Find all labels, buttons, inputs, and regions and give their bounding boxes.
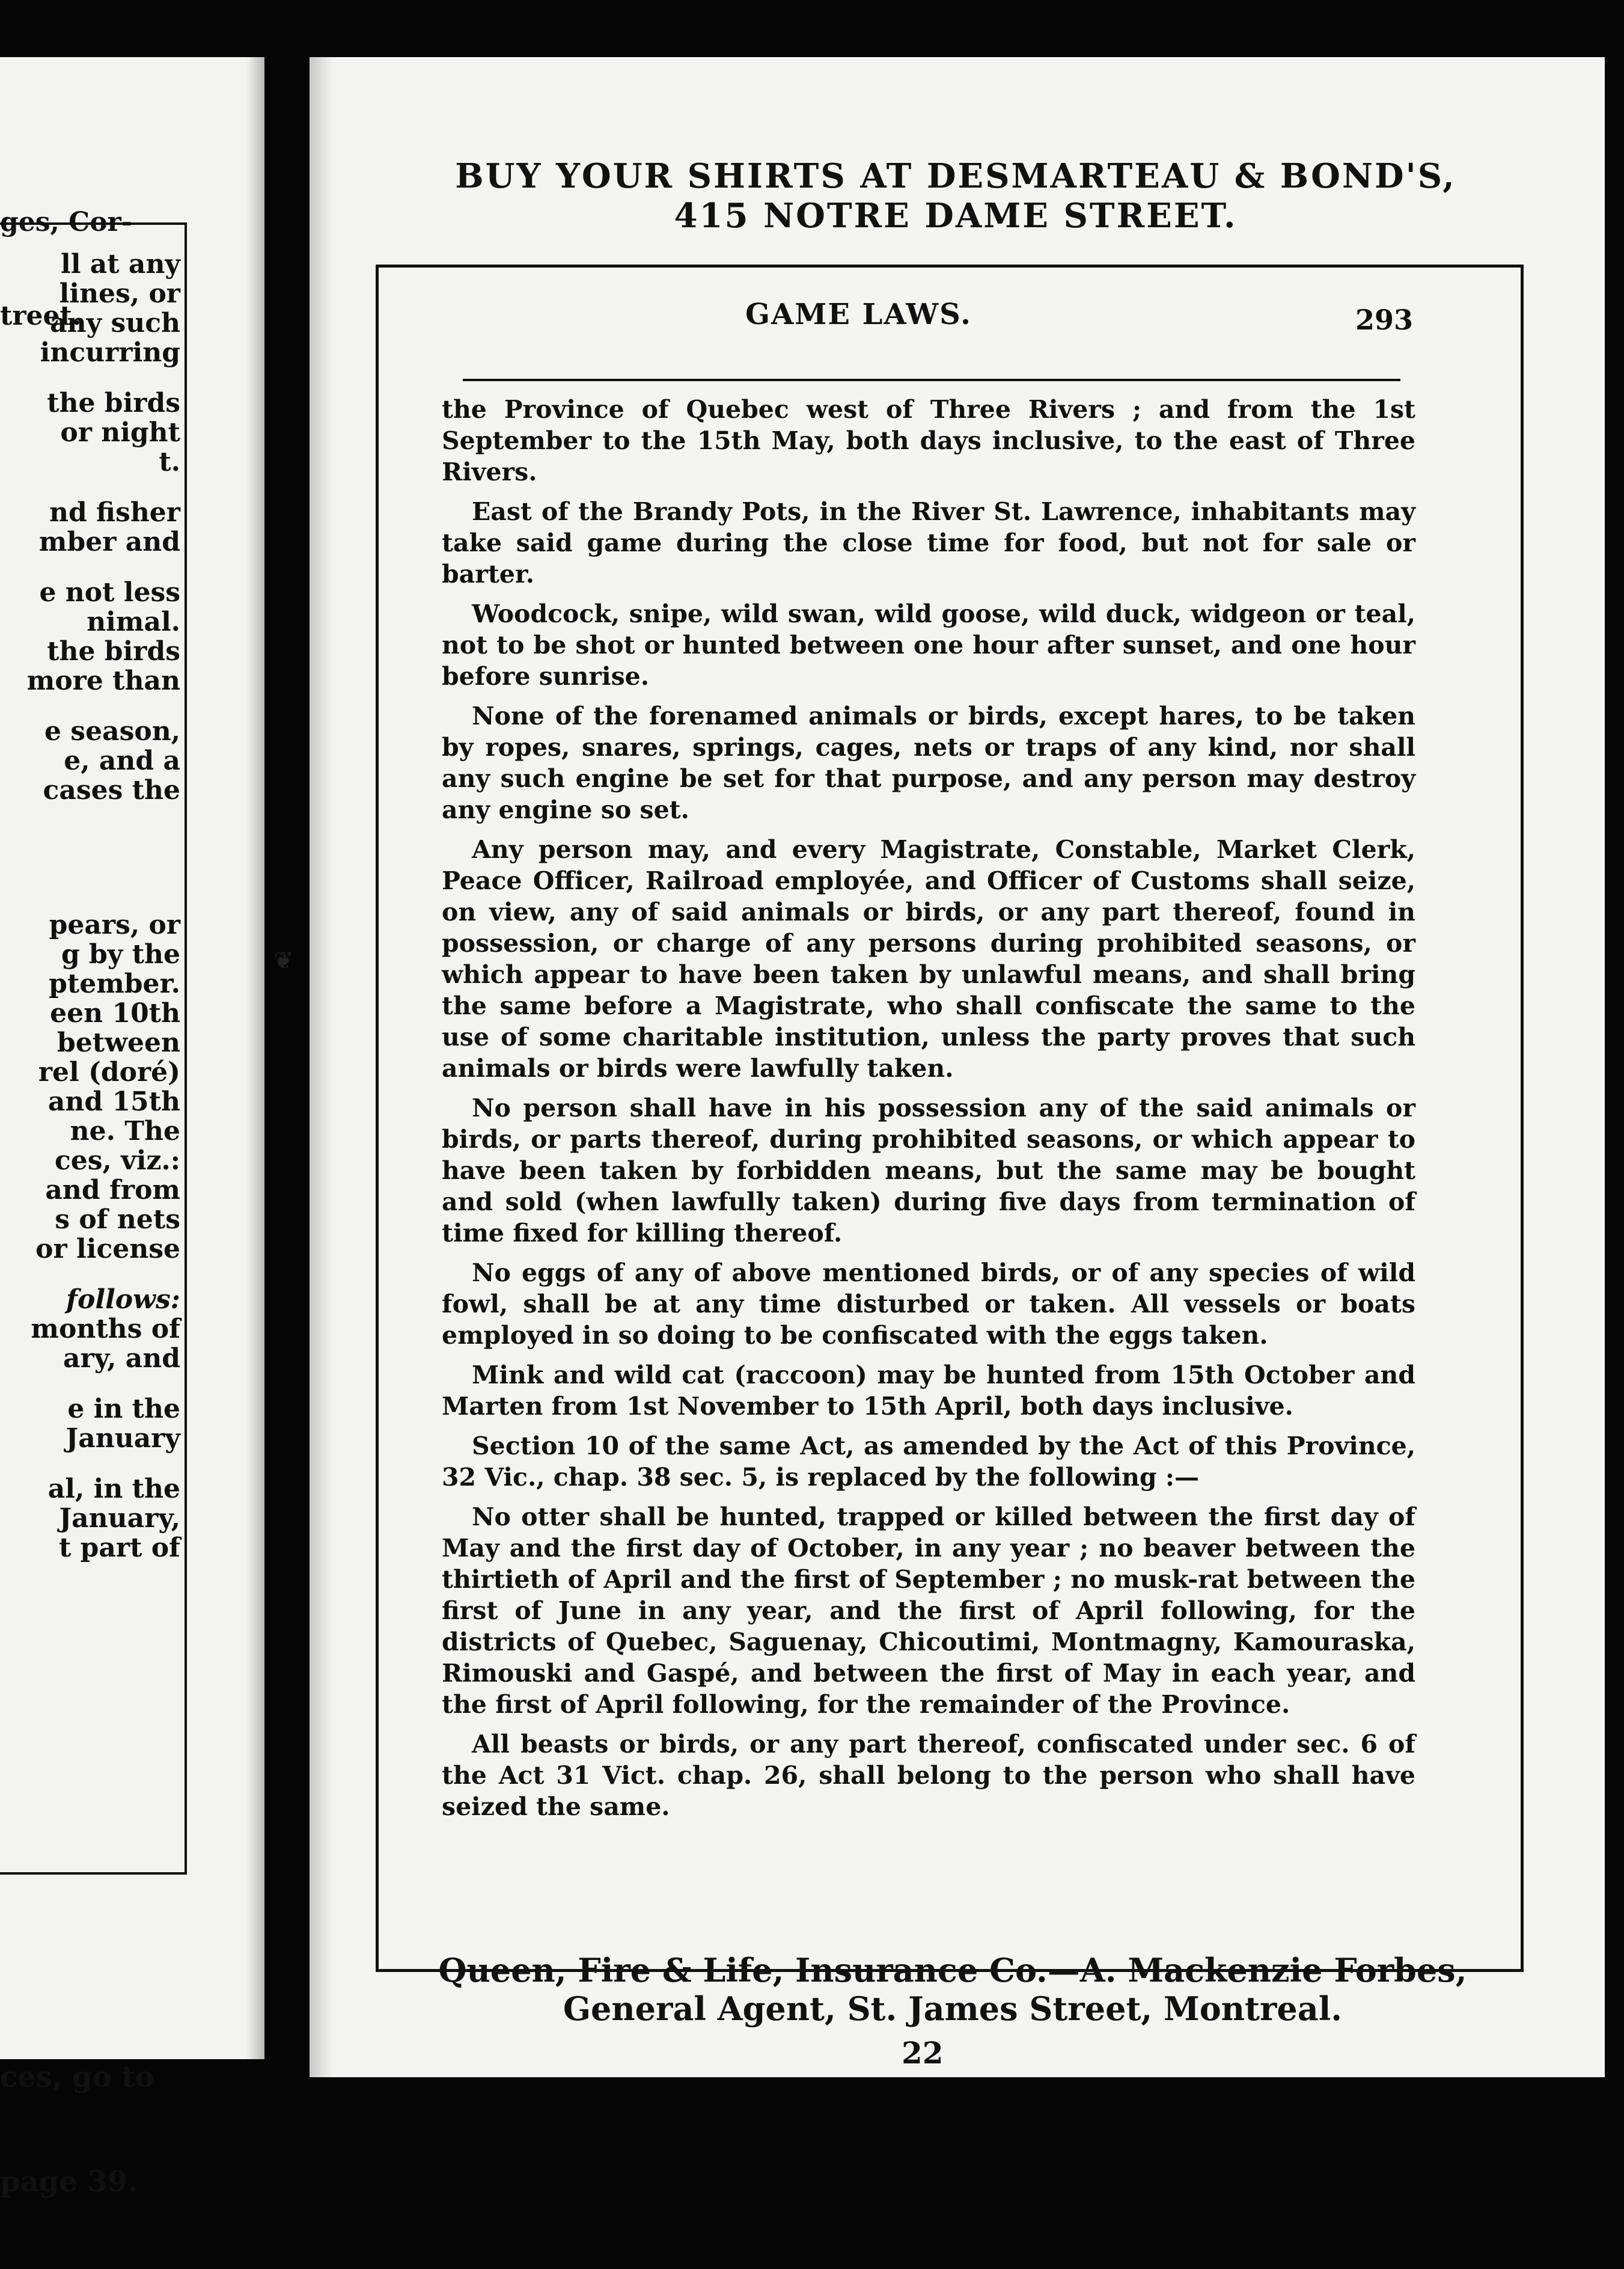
left-page-line: or license — [35, 1234, 180, 1264]
left-page-line: ary, and — [63, 1343, 180, 1374]
left-page-line: ptember. — [49, 969, 180, 999]
right-page — [310, 57, 1605, 2077]
left-page-line — [0, 696, 180, 717]
left-page-line: rel (doré) — [38, 1057, 180, 1088]
running-head: GAME LAWS. — [745, 298, 972, 331]
left-header-line: ges, Cor- — [0, 207, 132, 237]
paragraph: Woodcock, snipe, wild swan, wild goose, wild duck, widgeon or teal, not to be shot or hunted between one hour after sunset, and one hour before sunrise. — [442, 599, 1415, 691]
bottom-advertisement-line-1: Queen, Fire & Life, Insurance Co.—A. Mackenzie Forbes, — [438, 1951, 1467, 1989]
left-page-line: t part of — [58, 1533, 180, 1563]
left-page-line: the birds — [47, 388, 180, 418]
left-page-line: s of nets — [55, 1204, 180, 1235]
binding-mark: ❦ — [273, 947, 294, 975]
left-page-line: ll at any — [61, 249, 180, 280]
left-page-line — [0, 889, 180, 910]
left-footer-line: ces, go to — [0, 2060, 154, 2094]
left-page-line: e not less — [39, 577, 180, 608]
left-footer-line: page 39. — [0, 2165, 138, 2199]
bottom-advertisement-line-2: General Agent, St. James Street, Montreal. — [563, 1989, 1343, 2028]
left-page-line — [0, 1373, 180, 1394]
paragraph: East of the Brandy Pots, in the River St. Lawrence, inhabitants may take said game during the close time for food, but not for sale or barter. — [442, 497, 1415, 589]
left-page-line: and 15th — [47, 1086, 180, 1117]
body-text — [442, 394, 1415, 1831]
paragraph: None of the forenamed animals or birds, except hares, to be taken by ropes, snares, springs, cages, nets or traps of any kind, nor shall any such engine be set for that purpose, and any person may destroy any engine so set. — [442, 702, 1415, 824]
left-page-line: follows: — [66, 1284, 180, 1315]
left-page-line: January, — [59, 1503, 180, 1534]
left-page-line: ces, viz.: — [54, 1145, 180, 1176]
top-advertisement-line-1: BUY YOUR SHIRTS AT DESMARTEAU & BOND'S, — [455, 156, 1456, 196]
paragraph: No otter shall be hunted, trapped or killed between the first day of May and the first day of October, in any year ; no beaver between the thirtieth of April and the first of September ; no musk-rat between the first of June in any year, and the first of April following, for the districts of Quebec, Saguenay, Chicoutimi, Montmagny, Kamouraska, Rimouski and Gaspé, and between the first of May in each year, and the first of April following, for the remainder of the Province. — [442, 1502, 1415, 1719]
left-page-line — [0, 557, 180, 578]
top-advertisement-line-2: 415 NOTRE DAME STREET. — [674, 196, 1238, 236]
left-page-line: nimal. — [87, 607, 180, 637]
left-page-line: een 10th — [50, 998, 180, 1029]
left-page-line — [0, 367, 180, 388]
left-page-line — [0, 1453, 180, 1474]
left-page-line — [0, 868, 180, 889]
left-page-line: and from — [45, 1175, 180, 1205]
left-page-line: between — [57, 1027, 180, 1058]
paragraph: All beasts or birds, or any part thereof, confiscated under sec. 6 of the Act 31 Vict. chap. 26, shall belong to the person who shall have seized the same. — [442, 1730, 1415, 1821]
left-page-line: mber and — [38, 527, 180, 557]
left-page-line: cases the — [43, 775, 180, 806]
left-page-line: e, and a — [64, 746, 180, 776]
left-page-line: nd fisher — [49, 497, 180, 528]
left-page-line: e season, — [44, 716, 180, 747]
left-page-line: or night — [60, 417, 180, 448]
left-page-line — [0, 1264, 180, 1285]
bottom-advertisement — [334, 1951, 1572, 2028]
paragraph: Section 10 of the same Act, as amended by the Act of this Province, 32 Vic., chap. 38 sec. 5, is replaced by the following :— — [442, 1432, 1415, 1492]
left-page-line: t. — [159, 447, 180, 477]
left-page-line: January — [66, 1423, 180, 1454]
left-page-line — [0, 826, 180, 847]
left-page — [0, 57, 264, 2199]
left-page-line: more than — [26, 666, 180, 696]
paragraph: the Province of Quebec west of Three Rivers ; and from the 1st September to the 15th May, both days inclusive, to the east of Three Rivers. — [442, 395, 1415, 486]
paragraph: Any person may, and every Magistrate, Constable, Market Clerk, Peace Officer, Railroad employée, and Officer of Customs shall seize, on view, any of said animals or birds, or any part thereof, found in possession, or charge of any persons during prohibited seasons, or which appear to have been taken by unlawful means, and shall bring the same before a Magistrate, who shall confiscate the same to the use of some charitable institution, unless the party proves that such animals or birds were lawfully taken. — [442, 835, 1415, 1083]
header-rule — [463, 379, 1400, 381]
signature-mark: 22 — [902, 2035, 944, 2071]
page-gutter-shadow — [310, 57, 334, 2077]
left-page-line: pears, or — [49, 910, 180, 940]
left-page-line: any such — [50, 308, 180, 338]
paragraph: No eggs of any of above mentioned birds, or of any species of wild fowl, shall be at any time disturbed or taken. All vessels or boats employed in so doing to be confiscated with the eggs taken. — [442, 1258, 1415, 1350]
paragraph: No person shall have in his possession any of the said animals or birds, or parts thereof, during prohibited seasons, or which appear to have been taken by forbidden means, but the same may be bought and sold (when lawfully taken) during five days from termination of time fixed for killing thereof. — [442, 1094, 1415, 1248]
left-page-line: months of — [31, 1314, 180, 1344]
left-page-line: ne. The — [70, 1116, 180, 1147]
page-number: 293 — [1355, 304, 1414, 336]
left-page-line: g by the — [61, 939, 180, 970]
left-header-line: treet. — [0, 301, 82, 331]
left-page-line: al, in the — [47, 1474, 180, 1504]
left-page-line — [0, 847, 180, 868]
left-page-line — [0, 477, 180, 498]
left-page-text — [0, 250, 180, 1563]
left-page-line: e in the — [67, 1394, 180, 1424]
left-page-line: incurring — [40, 337, 180, 368]
left-page-line: lines, or — [59, 278, 180, 309]
top-advertisement — [418, 156, 1494, 236]
left-page-line — [0, 805, 180, 826]
left-page-line: the birds — [47, 636, 180, 667]
left-page-footer — [0, 1990, 154, 2269]
paragraph: Mink and wild cat (raccoon) may be hunted from 15th October and Marten from 1st November to 15th April, both days inclusive. — [442, 1361, 1415, 1421]
page-gutter-shadow — [246, 57, 264, 2059]
